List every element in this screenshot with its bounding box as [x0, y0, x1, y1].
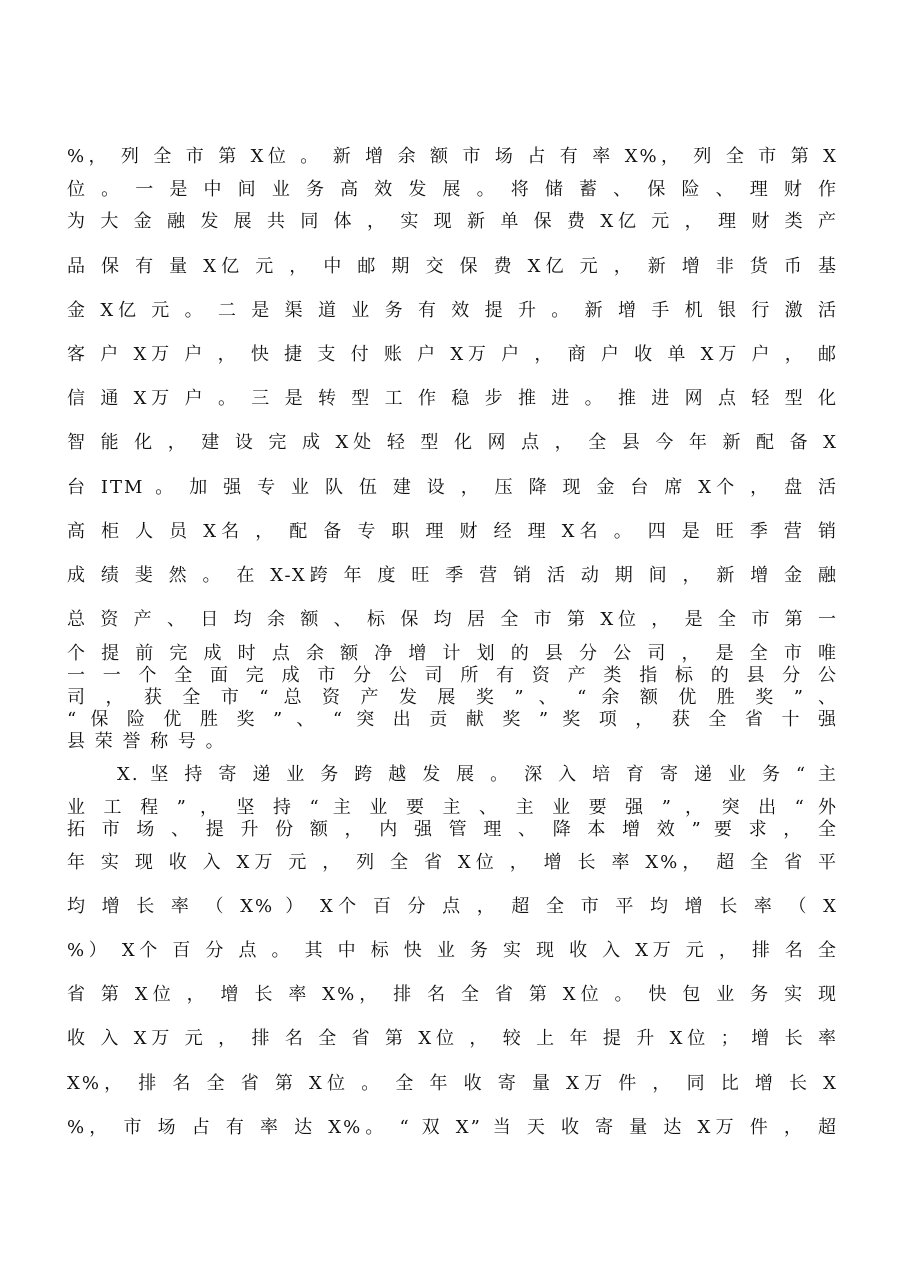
text-line: 县 荣 誉 称 号 。: [67, 731, 226, 752]
text-line: 金 X亿 元 。 二 是 渠 道 业 务 有 效 提 升 。 新 增 手 机 银 行 激 活: [67, 300, 838, 321]
text-line: 位 。 一 是 中 间 业 务 高 效 发 展 。 将 储 蓄 、 保 险 、 理 财 作: [67, 179, 838, 200]
text-line: 信 通 X万 户 。 三 是 转 型 工 作 稳 步 推 进 。 推 进 网 点 轻 型 化: [67, 388, 838, 409]
text-line: 司 ， 获 全 市 “ 总 资 产 发 展 奖 ” 、 “ 余 额 优 胜 奖 ” 、: [67, 687, 838, 708]
text-line: %， 市 场 占 有 率 达 X%。 “ 双 X” 当 天 收 寄 量 达 X万 件 ， 超: [67, 1117, 838, 1138]
text-line: 个 提 前 完 成 时 点 余 额 净 增 计 划 的 县 分 公 司 ， 是 全 市 唯: [67, 643, 838, 664]
text-line: 收 入 X万 元 ， 排 名 全 省 第 X位 ， 较 上 年 提 升 X位 ； 增 长 率: [67, 1028, 838, 1049]
text-line: 一 一 个 全 面 完 成 市 分 公 司 所 有 资 产 类 指 标 的 县 分 公: [67, 665, 838, 686]
text-line: X%， 排 名 全 省 第 X位 。 全 年 收 寄 量 X万 件 ， 同 比 增 长 X: [67, 1073, 838, 1094]
text-line: “ 保 险 优 胜 奖 ” 、 “ 突 出 贡 献 奖 ” 奖 项 ， 获 全 省 十 强: [67, 709, 838, 730]
text-line: 高 柜 人 员 X名 ， 配 备 专 职 理 财 经 理 X名 。 四 是 旺 季 营 销: [67, 521, 838, 542]
text-line: 品 保 有 量 X亿 元 ， 中 邮 期 交 保 费 X亿 元 ， 新 增 非 货 币 基: [67, 256, 838, 277]
text-line: 均 增 长 率 （ X% ） X个 百 分 点 ， 超 全 市 平 均 增 长 率 （ X: [67, 896, 838, 917]
paragraph-heading: X. 坚 持 寄 递 业 务 跨 越 发 展 。 深 入 培 育 寄 递 业 务 “ 主: [117, 764, 838, 785]
text-line: %） X个 百 分 点 。 其 中 标 快 业 务 实 现 收 入 X万 元 ， 排 名 全: [67, 940, 838, 961]
text-line: 成 绩 斐 然 。 在 X-X跨 年 度 旺 季 营 销 活 动 期 间 ， 新 增 金 融: [67, 565, 838, 586]
text-line: 省 第 X位 ， 增 长 率 X%， 排 名 全 省 第 X位 。 快 包 业 务 实 现: [67, 984, 838, 1005]
text-line: 年 实 现 收 入 X万 元 ， 列 全 省 X位 ， 增 长 率 X%， 超 全 省 平: [67, 852, 838, 873]
text-line: 为 大 金 融 发 展 共 同 体 ， 实 现 新 单 保 费 X亿 元 ， 理 财 类 产: [67, 211, 838, 232]
text-line: 总 资 产 、 日 均 余 额 、 标 保 均 居 全 市 第 X位 ， 是 全 市 第 一: [67, 609, 838, 630]
text-line: 智 能 化 ， 建 设 完 成 X处 轻 型 化 网 点 ， 全 县 今 年 新 配 备 X: [67, 432, 838, 453]
text-line: 拓 市 场 、 提 升 份 额 ， 内 强 管 理 、 降 本 增 效 ” 要 求 ， 全: [67, 819, 838, 840]
text-line: 台 ITM 。 加 强 专 业 队 伍 建 设 ， 压 降 现 金 台 席 X个 ， 盘 活: [67, 477, 838, 498]
text-line: %， 列 全 市 第 X位 。 新 增 余 额 市 场 占 有 率 X%， 列 全 市 第 X: [67, 146, 838, 167]
text-line: 客 户 X万 户 ， 快 捷 支 付 账 户 X万 户 ， 商 户 收 单 X万 户 ， 邮: [67, 344, 838, 365]
text-line: 业 工 程 ” ， 坚 持 “ 主 业 要 主 、 主 业 要 强 ” ， 突 出 “ 外: [67, 797, 838, 818]
